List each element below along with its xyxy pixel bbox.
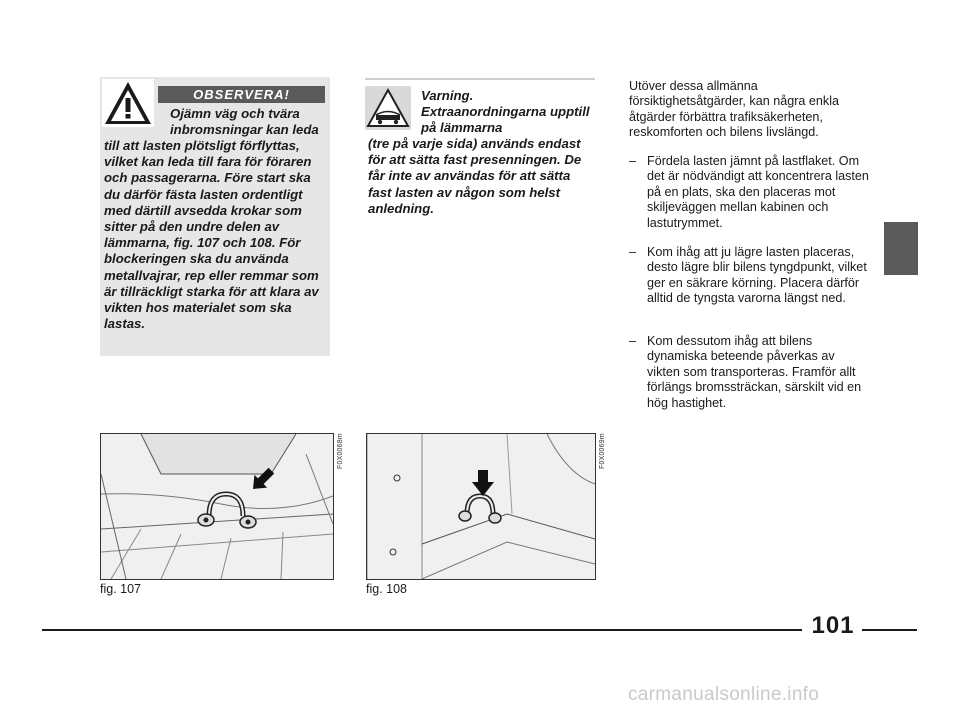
varning-rule (365, 78, 595, 80)
figure-107-image (100, 433, 334, 580)
observera-lead-text: Ojämn väg och tvära inbromsningar kan leda (170, 106, 319, 138)
bullet-dash: – (629, 334, 637, 348)
bullet-text: Kom dessutom ihåg att bilens dynamiska beteende påverkas av vikten som transporteras. Framför allt förlängs bromssträckan, särskilt vid en hög hastighet. (647, 334, 862, 410)
section-tab-marker (884, 222, 918, 275)
tarp-warning-icon (365, 86, 411, 130)
footer-rule-left (42, 629, 802, 631)
bullet-dash: – (629, 245, 637, 259)
observera-header: OBSERVERA! (158, 86, 325, 103)
bullet-text: Fördela lasten jämnt på lastflaket. Om det är nödvändigt att koncentrera lasten på en plats, ska den placeras mot skiljeväggen mellan kabinen och lastutrymmet. (647, 154, 869, 230)
figure-107-code: F0X0068m (337, 433, 344, 469)
bullet-dash: – (629, 154, 637, 168)
footer-rule-right (862, 629, 917, 631)
figure-108-caption: fig. 108 (366, 582, 408, 596)
figure-108-code: F0X0069m (599, 433, 606, 469)
intro-paragraph: Utöver dessa allmänna försiktighetsåtgärder, kan några enkla åtgärder förbättra trafiksäkerheten, reskomforten och bilens livslängd. (629, 79, 840, 140)
varning-body-text: (tre på varje sida) används endast för att sätta fast presenningen. De får inte av användas för att sätta fast lasten av någon som helst anledning. (368, 136, 582, 216)
varning-lead-text: Varning. Extraanordningarna upptill på lämmarna (421, 88, 590, 136)
watermark-text: carmanualsonline.info (628, 684, 820, 705)
bullet-text: Kom ihåg att ju lägre lasten placeras, desto lägre blir bilens tyngdpunkt, vilket ger en säkrare körning. Placera därför alltid de tyngsta varorna längst ned. (647, 245, 867, 306)
figure-108-image (366, 433, 596, 580)
observera-body-text: till att lasten plötsligt förflyttas, vilket kan leda till fara för föraren och passagerarna. Före start ska du därför fästa lasten ordentligt med därtill avsedda krokar som sitter på den undre delen av lämmarna, fig. 107 och 108. För blockeringen ska du använda metallvajrar, rep eller remmar som är tillräckligt starka för att klara av vikten hos materialet som ska lastas. (104, 138, 319, 332)
figure-107-caption: fig. 107 (100, 582, 142, 596)
warning-triangle-icon (102, 79, 154, 127)
page-number: 101 (811, 612, 855, 639)
